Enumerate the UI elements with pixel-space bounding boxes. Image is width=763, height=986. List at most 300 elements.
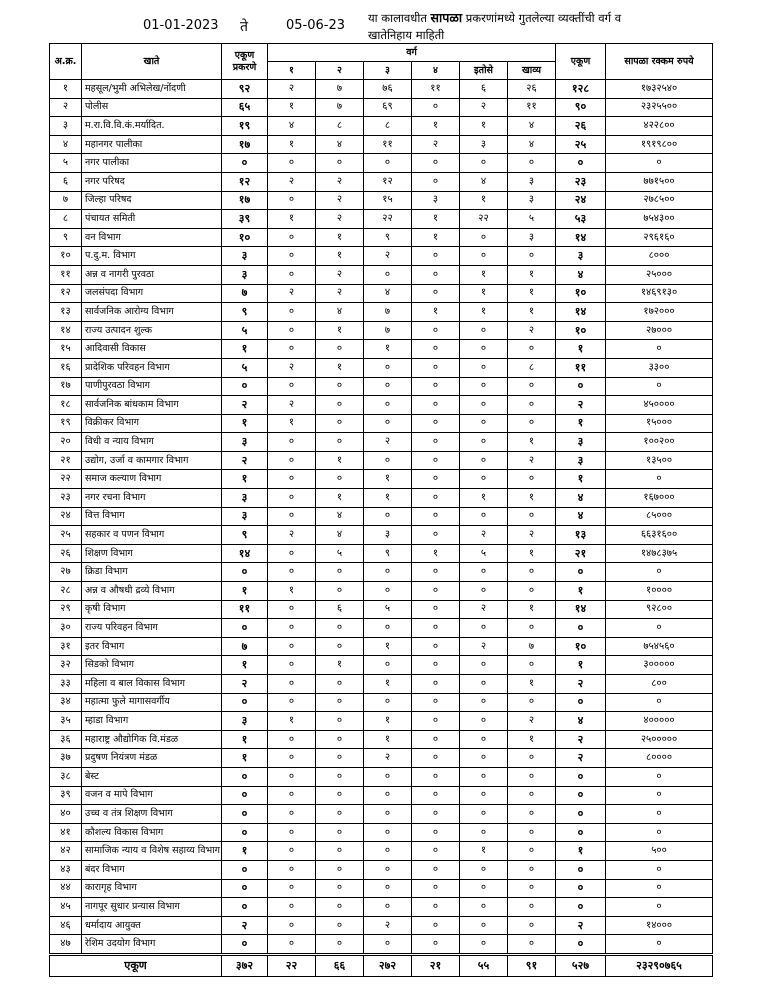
cell-class4: ० [412,321,460,340]
table-row [50,265,713,284]
cell-class3: ६९ [364,98,412,117]
cell-khajgi: १ [508,489,556,508]
cell-private: ० [460,730,508,749]
cell-khajgi: ० [508,340,556,359]
cell-cases: ७ [222,284,268,303]
cell-total: २५ [556,135,606,154]
cell-class3: ८ [364,117,412,136]
cell-cases: ० [222,786,268,805]
table-body [50,80,713,955]
cell-class4: ० [412,563,460,582]
cell-class2: ८ [316,117,364,136]
cell-class3: ० [364,823,412,842]
cell-serial: ३ [50,117,82,136]
cell-total: १२८ [556,80,606,99]
cell-class1: ० [268,898,316,917]
cell-khajgi: २ [508,526,556,545]
cell-class3: ४ [364,284,412,303]
cell-dept: नगर परिषद [82,172,222,191]
cell-khajgi: ० [508,507,556,526]
table-row [50,805,713,824]
cell-class2: २ [316,191,364,210]
cell-private: ५ [460,544,508,563]
cell-class2: ० [316,433,364,452]
cell-total: ४ [556,489,606,508]
cell-total: ३ [556,451,606,470]
table-row [50,172,713,191]
cell-dept: पाणीपुरवठा विभाग [82,377,222,396]
cell-class2: ० [316,340,364,359]
cell-class2: ४ [316,303,364,322]
cell-class2: ७ [316,98,364,117]
cell-class1: ० [268,154,316,173]
cell-class1: १ [268,98,316,117]
cell-class3: १ [364,730,412,749]
cell-khajgi: १ [508,730,556,749]
cell-dept: नगर रचना विभाग [82,489,222,508]
cell-cases: ३९ [222,210,268,229]
cell-class2: ० [316,154,364,173]
cell-dept: म.रा.वि.वि.कं.मर्यादित. [82,117,222,136]
cell-total: ९० [556,98,606,117]
cell-private: ० [460,563,508,582]
cell-dept: नगर पालीका [82,154,222,173]
cell-private: ० [460,340,508,359]
table-row [50,637,713,656]
cell-cases: ३ [222,433,268,452]
cell-class2: ० [316,805,364,824]
cell-class4: ३ [412,191,460,210]
cell-serial: ४० [50,805,82,824]
cell-serial: ३० [50,619,82,638]
cell-cases: २ [222,675,268,694]
cell-serial: १२ [50,284,82,303]
cell-cases: १ [222,582,268,601]
cell-class2: ४ [316,526,364,545]
cell-class3: ० [364,842,412,861]
cell-serial: ११ [50,265,82,284]
cell-dept: सिडको विभाग [82,656,222,675]
cell-cases: १७ [222,191,268,210]
table-row [50,358,713,377]
cell-total: ० [556,935,606,955]
cell-khajgi: १ [508,433,556,452]
cell-private: २ [460,600,508,619]
cell-dept: राज्य उत्पादन शुल्क [82,321,222,340]
cell-class1: ० [268,228,316,247]
cell-khajgi: ७ [508,637,556,656]
cell-private: १ [460,265,508,284]
cell-serial: ४३ [50,860,82,879]
table-row [50,693,713,712]
cell-total: २ [556,730,606,749]
cell-class1: ० [268,544,316,563]
cell-amount: १६७००० [606,489,713,508]
cell-private: ० [460,749,508,768]
cell-class2: ० [316,582,364,601]
cell-amount: ३३०० [606,358,713,377]
cell-class1: १ [268,210,316,229]
cell-class1: ० [268,730,316,749]
cell-khajgi: ० [508,396,556,415]
cell-class3: २ [364,749,412,768]
cell-class4: ० [412,730,460,749]
cell-class3: ० [364,563,412,582]
title-suffix: प्रकरणांमध्ये गुतलेल्या व्यक्तींची वर्ग व खातेनिहाय माहिती [368,11,622,42]
cell-cases: ६५ [222,98,268,117]
cell-serial: ८ [50,210,82,229]
cell-class2: २ [316,265,364,284]
cell-cases: ३ [222,247,268,266]
cell-private: १ [460,191,508,210]
cell-class4: १ [412,544,460,563]
cell-class3: २ [364,433,412,452]
cell-serial: ४२ [50,842,82,861]
cell-cases: ११ [222,600,268,619]
cell-private: ० [460,433,508,452]
cell-class1: ० [268,767,316,786]
cell-serial: ४४ [50,879,82,898]
cell-class4: ० [412,842,460,861]
cell-serial: १९ [50,414,82,433]
cell-private: १ [460,489,508,508]
cell-total: ० [556,377,606,396]
table-row [50,712,713,731]
cell-class3: ३ [364,526,412,545]
cell-khajgi: ० [508,935,556,955]
report-title [368,9,668,44]
cell-class3: ० [364,935,412,955]
cell-private: ० [460,470,508,489]
table-row [50,396,713,415]
cell-class1: ० [268,935,316,955]
cell-private: १ [460,842,508,861]
cell-private: १ [460,117,508,136]
table-row [50,879,713,898]
cell-total: ० [556,898,606,917]
cell-amount: ७५४३०० [606,210,713,229]
cell-cases: ३ [222,507,268,526]
cell-amount: ७७१५०० [606,172,713,191]
cell-cases: २ [222,396,268,415]
cell-serial: २२ [50,470,82,489]
cell-khajgi: ० [508,619,556,638]
cell-class3: २ [364,916,412,935]
cell-class2: ० [316,823,364,842]
table-row [50,823,713,842]
cell-khajgi: ० [508,898,556,917]
cell-cases: ५ [222,358,268,377]
cell-dept: महात्मा फुले मागासवर्गीय [82,693,222,712]
cell-class2: १ [316,247,364,266]
cell-khajgi: २ [508,321,556,340]
cell-class3: ० [364,898,412,917]
cell-private: ० [460,898,508,917]
cell-class2: ० [316,470,364,489]
cell-amount: ० [606,377,713,396]
cell-dept: जलसंपदा विभाग [82,284,222,303]
cell-serial: २७ [50,563,82,582]
cell-amount: १५००० [606,414,713,433]
totals-amount: २३२९०७६५ [606,954,713,976]
cell-class3: १ [364,340,412,359]
cell-class3: २ [364,247,412,266]
cell-dept: शिक्षण विभाग [82,544,222,563]
cell-serial: २१ [50,451,82,470]
cell-private: ० [460,619,508,638]
cell-total: ० [556,860,606,879]
table-row [50,544,713,563]
cell-cases: ० [222,805,268,824]
cell-serial: २५ [50,526,82,545]
cell-total: १४ [556,228,606,247]
cell-total: ११ [556,358,606,377]
col-class3: ३ [364,62,412,80]
table-row [50,730,713,749]
cell-khajgi: ० [508,860,556,879]
cell-dept: उच्च व तंत्र शिक्षण विभाग [82,805,222,824]
cell-cases: ३ [222,489,268,508]
cell-dept: वन विभाग [82,228,222,247]
cell-cases: ९ [222,303,268,322]
cell-class1: ० [268,805,316,824]
cell-serial: १० [50,247,82,266]
cell-dept: उद्योग, उर्जा व कामगार विभाग [82,451,222,470]
cell-class2: ५ [316,544,364,563]
date-to: 05-06-23 [286,18,346,33]
cell-amount: १००२०० [606,433,713,452]
table-row [50,786,713,805]
cell-total: ५३ [556,210,606,229]
cell-class3: ११ [364,135,412,154]
cell-private: ० [460,916,508,935]
table-row [50,433,713,452]
cell-class2: ० [316,767,364,786]
cell-class1: ० [268,619,316,638]
cell-class4: ० [412,935,460,955]
cell-dept: इतर विभाग [82,637,222,656]
cell-class1: २ [268,284,316,303]
cell-total: १ [556,656,606,675]
report-table [49,43,713,977]
cell-total: १४ [556,303,606,322]
totals-class1: २२ [268,954,316,976]
cell-amount: १०००० [606,582,713,601]
cell-class4: ० [412,879,460,898]
table-row [50,600,713,619]
cell-class3: १ [364,637,412,656]
cell-serial: ३२ [50,656,82,675]
cell-class3: ० [364,879,412,898]
cell-total: २ [556,749,606,768]
cell-cases: ३ [222,712,268,731]
cell-class4: ० [412,582,460,601]
cell-class3: ० [364,358,412,377]
cell-serial: १ [50,80,82,99]
cell-serial: १४ [50,321,82,340]
cell-class2: २ [316,172,364,191]
cell-serial: ६ [50,172,82,191]
cell-total: ० [556,563,606,582]
cell-class4: ० [412,507,460,526]
cell-cases: ३ [222,265,268,284]
cell-private: ० [460,860,508,879]
table-row [50,414,713,433]
title-bold: सापळा [430,10,463,25]
cell-private: १ [460,284,508,303]
table-row [50,935,713,955]
cell-serial: ४६ [50,916,82,935]
cell-serial: १३ [50,303,82,322]
cell-amount: ० [606,823,713,842]
cell-private: ० [460,693,508,712]
table-row [50,582,713,601]
cell-class2: १ [316,489,364,508]
cell-khajgi: ० [508,805,556,824]
cell-total: ० [556,823,606,842]
cell-class2: ० [316,693,364,712]
cell-amount: ९२८०० [606,600,713,619]
cell-dept: महसूल/भुमी अभिलेख/नोंदणी [82,80,222,99]
cell-dept: पोलीस [82,98,222,117]
col-amount: सापळा रक्कम रुपये [606,44,713,80]
cell-private: ० [460,414,508,433]
table-row [50,916,713,935]
cell-class1: ० [268,563,316,582]
cell-serial: ३९ [50,786,82,805]
cell-serial: २६ [50,544,82,563]
totals-private: ५५ [460,954,508,976]
cell-private: ० [460,582,508,601]
cell-private: ० [460,321,508,340]
cell-serial: २८ [50,582,82,601]
totals-cases: ३७२ [222,954,268,976]
col-class-group: वर्ग [268,44,556,62]
cell-total: ४ [556,712,606,731]
col-total-cases: एकूण प्रकरणे [222,44,268,80]
cell-class2: ० [316,730,364,749]
table-row [50,228,713,247]
cell-serial: ४ [50,135,82,154]
cell-class2: ० [316,396,364,415]
cell-cases: १४ [222,544,268,563]
cell-khajgi: ३ [508,172,556,191]
totals-class2: ६६ [316,954,364,976]
cell-amount: ४००००० [606,712,713,731]
col-khajgi: खाव्य [508,62,556,80]
cell-private: ० [460,656,508,675]
cell-class2: ४ [316,507,364,526]
cell-private: ० [460,786,508,805]
cell-class4: ० [412,805,460,824]
cell-total: १ [556,842,606,861]
cell-total: ० [556,693,606,712]
cell-total: १ [556,582,606,601]
cell-serial: १८ [50,396,82,415]
cell-khajgi: ० [508,247,556,266]
cell-dept: पंचायत समिती [82,210,222,229]
cell-khajgi: ३ [508,228,556,247]
table-row [50,377,713,396]
cell-class3: २२ [364,210,412,229]
cell-amount: ० [606,693,713,712]
table-row [50,489,713,508]
cell-cases: ० [222,693,268,712]
cell-class4: ० [412,172,460,191]
cell-khajgi: ० [508,916,556,935]
cell-cases: ० [222,879,268,898]
cell-dept: जिल्हा परिषद [82,191,222,210]
cell-class3: ७ [364,303,412,322]
cell-serial: ३४ [50,693,82,712]
cell-amount: १३५०० [606,451,713,470]
cell-private: ४ [460,172,508,191]
cell-class1: ० [268,749,316,768]
cell-cases: १० [222,228,268,247]
cell-class1: ० [268,321,316,340]
cell-class2: ० [316,675,364,694]
cell-dept: विक्रीकर विभाग [82,414,222,433]
cell-class1: ० [268,377,316,396]
cell-dept: धर्मादाय आयुक्त [82,916,222,935]
cell-serial: ४७ [50,935,82,955]
cell-class4: ० [412,637,460,656]
cell-cases: १ [222,470,268,489]
cell-total: १ [556,414,606,433]
cell-class3: ० [364,693,412,712]
cell-amount: ० [606,805,713,824]
cell-amount: ० [606,935,713,955]
cell-dept: वित्त विभाग [82,507,222,526]
cell-class4: ० [412,898,460,917]
cell-cases: १ [222,730,268,749]
cell-dept: वजन व मापे विभाग [82,786,222,805]
cell-dept: क्रिडा विभाग [82,563,222,582]
date-separator: ते [240,19,248,35]
cell-class4: ० [412,693,460,712]
cell-private: ० [460,767,508,786]
cell-total: ० [556,786,606,805]
cell-khajgi: ० [508,767,556,786]
cell-class2: २ [316,284,364,303]
cell-khajgi: ० [508,749,556,768]
cell-dept: कारागृह विभाग [82,879,222,898]
cell-private: ० [460,358,508,377]
cell-cases: ० [222,767,268,786]
cell-class1: ० [268,860,316,879]
cell-private: २ [460,526,508,545]
cell-cases: १ [222,749,268,768]
cell-khajgi: ० [508,154,556,173]
cell-khajgi: ४ [508,117,556,136]
cell-dept: प्रदुषण नियंत्रण मंडळ [82,749,222,768]
cell-private: ३ [460,135,508,154]
table-row [50,284,713,303]
cell-amount: ८०० [606,675,713,694]
cell-class4: ० [412,786,460,805]
cell-class1: ० [268,637,316,656]
cell-private: ० [460,377,508,396]
cell-class3: ० [364,619,412,638]
cell-class1: २ [268,358,316,377]
cell-private: ० [460,228,508,247]
cell-class4: ० [412,489,460,508]
cell-class3: ० [364,582,412,601]
date-from: 01-01-2023 [143,18,219,33]
cell-khajgi: ५ [508,210,556,229]
cell-class2: १ [316,228,364,247]
cell-serial: ९ [50,228,82,247]
